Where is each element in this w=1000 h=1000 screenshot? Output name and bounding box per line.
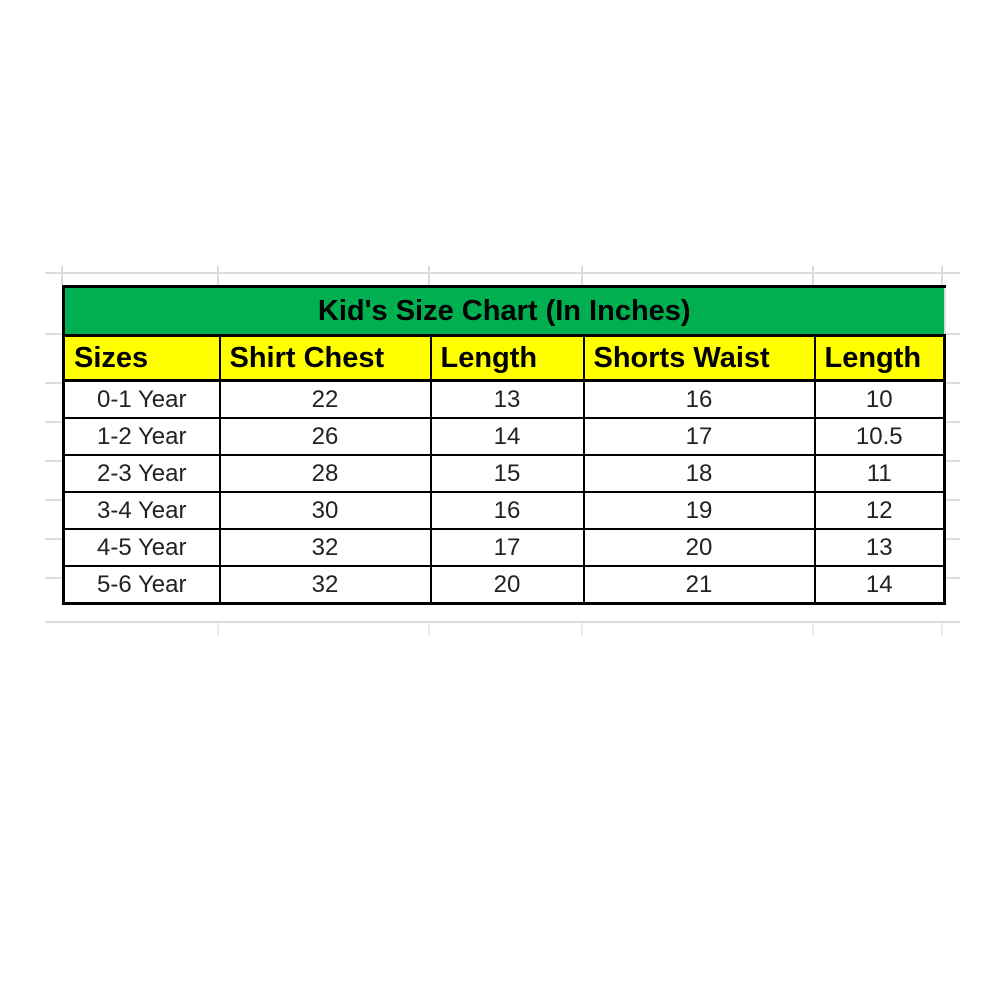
cell-shorts-length: 13 <box>815 529 945 566</box>
cell-shirt-length: 15 <box>431 455 584 492</box>
cell-shirt-chest: 32 <box>220 566 431 604</box>
cell-shirt-chest: 32 <box>220 529 431 566</box>
column-header-shorts-length: Length <box>815 336 945 381</box>
table-row <box>64 529 945 566</box>
cell-size: 1-2 Year <box>64 418 220 455</box>
cell-shirt-length: 14 <box>431 418 584 455</box>
cell-shirt-length: 20 <box>431 566 584 604</box>
gridline <box>812 266 814 285</box>
table-row <box>64 381 945 419</box>
cell-shirt-chest: 28 <box>220 455 431 492</box>
column-header-shirt-chest: Shirt Chest <box>220 336 431 381</box>
cell-shorts-length: 11 <box>815 455 945 492</box>
title-row <box>64 287 945 336</box>
size-chart-table <box>62 285 946 605</box>
cell-shorts-waist: 19 <box>584 492 815 529</box>
cell-shorts-length: 14 <box>815 566 945 604</box>
gridline <box>61 266 63 285</box>
cell-shorts-waist: 18 <box>584 455 815 492</box>
cell-shirt-chest: 26 <box>220 418 431 455</box>
table-row <box>64 566 945 604</box>
gridline <box>812 623 814 635</box>
cell-shorts-waist: 20 <box>584 529 815 566</box>
column-header-shorts-waist: Shorts Waist <box>584 336 815 381</box>
table-row <box>64 418 945 455</box>
cell-size: 3-4 Year <box>64 492 220 529</box>
cell-shirt-chest: 30 <box>220 492 431 529</box>
cell-size: 2-3 Year <box>64 455 220 492</box>
gridline <box>45 460 62 462</box>
header-row <box>64 336 945 381</box>
cell-shirt-length: 17 <box>431 529 584 566</box>
gridline <box>941 266 943 285</box>
cell-shirt-chest: 22 <box>220 381 431 419</box>
gridline <box>45 577 62 579</box>
column-header-shirt-length: Length <box>431 336 584 381</box>
table-title: Kid's Size Chart (In Inches) <box>64 287 945 336</box>
gridline <box>45 382 62 384</box>
gridline <box>45 272 960 274</box>
cell-shorts-length: 10.5 <box>815 418 945 455</box>
cell-shirt-length: 16 <box>431 492 584 529</box>
gridline <box>45 421 62 423</box>
cell-shorts-waist: 16 <box>584 381 815 419</box>
cell-shirt-length: 13 <box>431 381 584 419</box>
gridline <box>581 266 583 285</box>
gridline <box>217 266 219 285</box>
table-row <box>64 492 945 529</box>
gridline <box>45 621 960 623</box>
cell-shorts-length: 10 <box>815 381 945 419</box>
gridline <box>217 623 219 635</box>
cell-size: 5-6 Year <box>64 566 220 604</box>
gridline <box>428 623 430 635</box>
column-header-sizes: Sizes <box>64 336 220 381</box>
gridline <box>428 266 430 285</box>
gridline <box>45 499 62 501</box>
gridline <box>45 333 62 335</box>
cell-size: 4-5 Year <box>64 529 220 566</box>
cell-shorts-waist: 17 <box>584 418 815 455</box>
gridline <box>45 538 62 540</box>
cell-shorts-waist: 21 <box>584 566 815 604</box>
cell-size: 0-1 Year <box>64 381 220 419</box>
cell-shorts-length: 12 <box>815 492 945 529</box>
gridline <box>941 623 943 635</box>
gridline <box>581 623 583 635</box>
table-row <box>64 455 945 492</box>
